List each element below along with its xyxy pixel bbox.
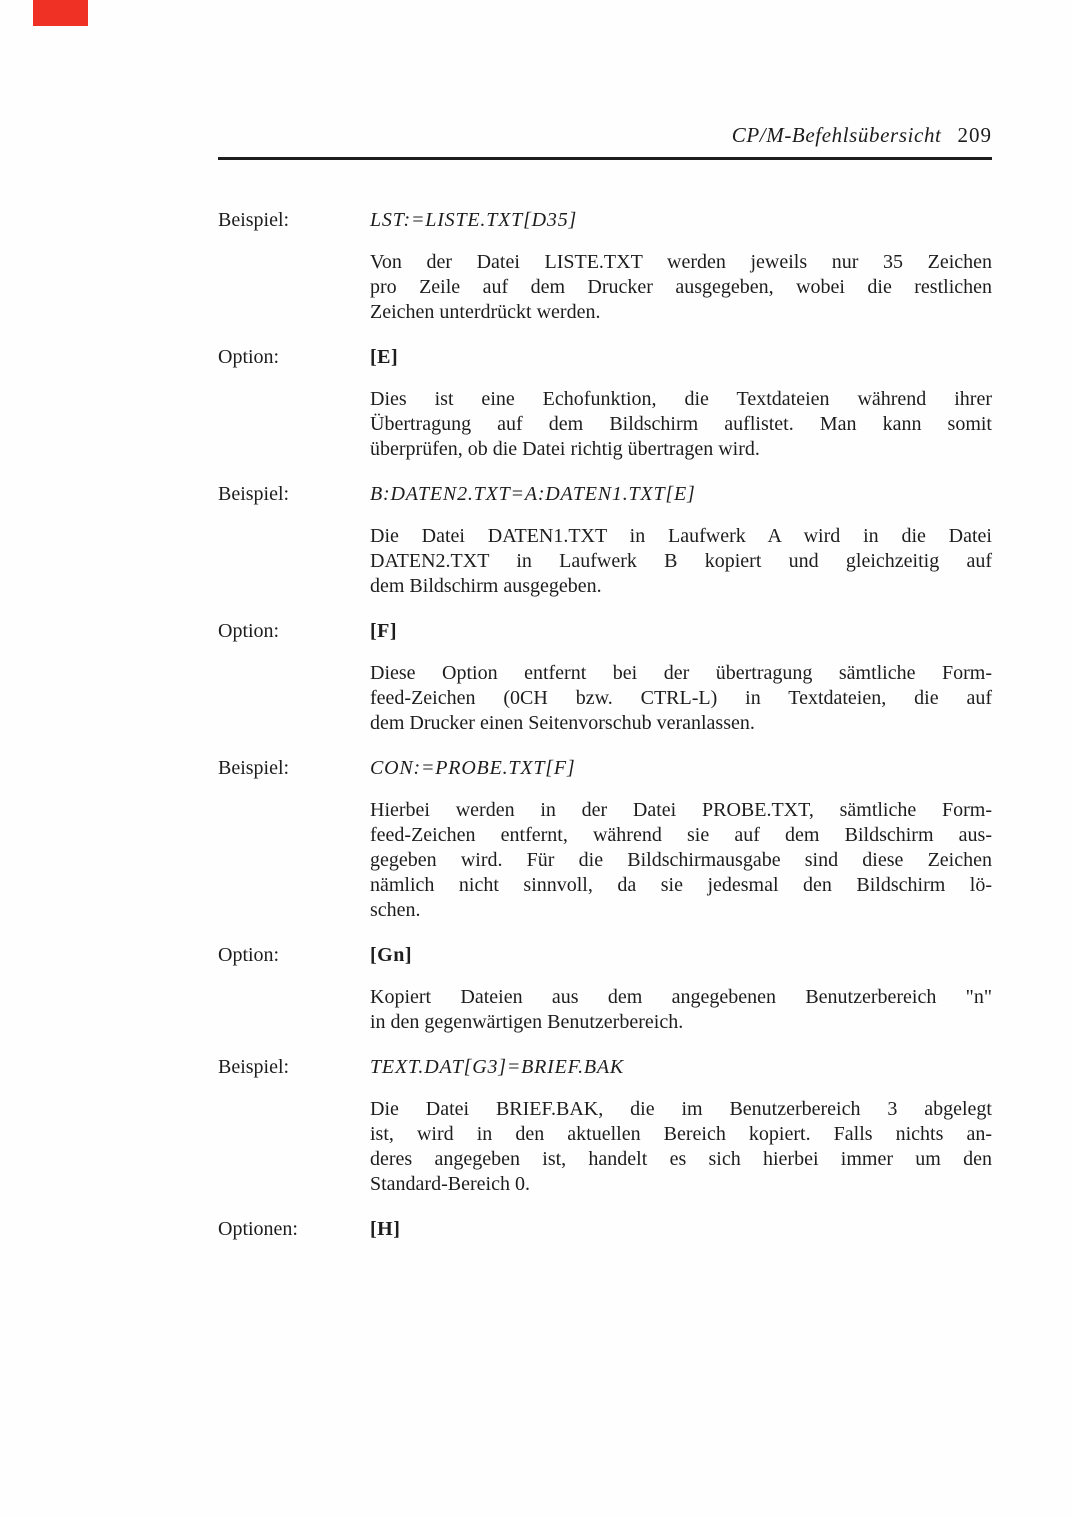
paragraph-line: dem Bildschirm ausgegeben. [370, 575, 602, 597]
definition-row [218, 208, 992, 233]
paragraph-line: Standard-Bereich 0. [370, 1173, 530, 1195]
paragraph-line: dem Drucker einen Seitenvorschub veranlassen. [370, 712, 755, 734]
paragraph-line: ist, wird in den aktuellen Bereich kopiert. Falls nichts an- [370, 1123, 992, 1145]
description-paragraph [370, 524, 992, 599]
red-scan-marker [33, 0, 88, 26]
definition-row [218, 482, 992, 507]
definition-row [218, 756, 992, 781]
paragraph-line: überprüfen, ob die Datei richtig übertragen wird. [370, 438, 760, 460]
content-area [218, 208, 992, 1242]
term-label: Beispiel: [218, 1056, 290, 1078]
description-paragraph [370, 387, 992, 462]
example-code: TEXT.DAT[G3]=BRIEF.BAK [370, 1056, 625, 1078]
example-code: B:DATEN2.TXT=A:DATEN1.TXT[E] [370, 483, 696, 505]
paragraph-line: DATEN2.TXT in Laufwerk B kopiert und gleichzeitig auf [370, 550, 992, 572]
option-code: [E] [370, 346, 399, 368]
term-label: Beispiel: [218, 483, 290, 505]
paragraph-line: Dies ist eine Echofunktion, die Textdateien während ihrer [370, 388, 992, 410]
paragraph-line: Übertragung auf dem Bildschirm auflistet. Man kann somit [370, 413, 992, 435]
paragraph-line: Die Datei DATEN1.TXT in Laufwerk A wird in die Datei [370, 525, 992, 547]
paragraph-line: in den gegenwärtigen Benutzerbereich. [370, 1011, 684, 1033]
paragraph-line: Von der Datei LISTE.TXT werden jeweils nur 35 Zeichen [370, 251, 992, 273]
paragraph-line: feed-Zeichen entfernt, während sie auf dem Bildschirm aus- [370, 824, 992, 846]
definition-row [218, 345, 992, 370]
term-label: Option: [218, 620, 280, 642]
paragraph-line: feed-Zeichen (0CH bzw. CTRL-L) in Textdateien, die auf [370, 687, 992, 709]
example-code: LST:=LISTE.TXT[D35] [370, 209, 578, 231]
term-label: Optionen: [218, 1218, 298, 1240]
definition-row [218, 943, 992, 968]
description-paragraph [370, 1097, 992, 1197]
paragraph-line: pro Zeile auf dem Drucker ausgegeben, wobei die restlichen [370, 276, 992, 298]
paragraph-line: Diese Option entfernt bei der übertragung sämtliche Form- [370, 662, 992, 684]
description-paragraph [370, 985, 992, 1035]
option-code: [Gn] [370, 944, 412, 966]
paragraph-line: gegeben wird. Für die Bildschirmausgabe sind diese Zeichen [370, 849, 992, 871]
term-label: Option: [218, 944, 280, 966]
paragraph-line: nämlich nicht sinnvoll, da sie jedesmal den Bildschirm lö- [370, 874, 992, 896]
description-paragraph [370, 250, 992, 325]
description-paragraph [370, 661, 992, 736]
paragraph-line: Die Datei BRIEF.BAK, die im Benutzerbereich 3 abgelegt [370, 1098, 992, 1120]
paragraph-line: schen. [370, 899, 421, 921]
paragraph-line: Hierbei werden in der Datei PROBE.TXT, sämtliche Form- [370, 799, 992, 821]
definition-row [218, 1055, 992, 1080]
option-code: [H] [370, 1218, 401, 1240]
page-number: 209 [957, 123, 992, 147]
paragraph-line: Zeichen unterdrückt werden. [370, 301, 601, 323]
running-header [218, 123, 992, 148]
description-paragraph [370, 798, 992, 923]
term-label: Option: [218, 346, 280, 368]
example-code: CON:=PROBE.TXT[F] [370, 757, 576, 779]
paragraph-line: Kopiert Dateien aus dem angegebenen Benutzerbereich "n" [370, 986, 992, 1008]
header-rule [218, 157, 992, 160]
definition-row [218, 1217, 992, 1242]
term-label: Beispiel: [218, 757, 290, 779]
option-code: [F] [370, 620, 398, 642]
term-label: Beispiel: [218, 209, 290, 231]
running-head-title: CP/M-Befehlsübersicht [731, 123, 942, 147]
definition-row [218, 619, 992, 644]
paragraph-line: deres angegeben ist, handelt es sich hierbei immer um den [370, 1148, 992, 1170]
